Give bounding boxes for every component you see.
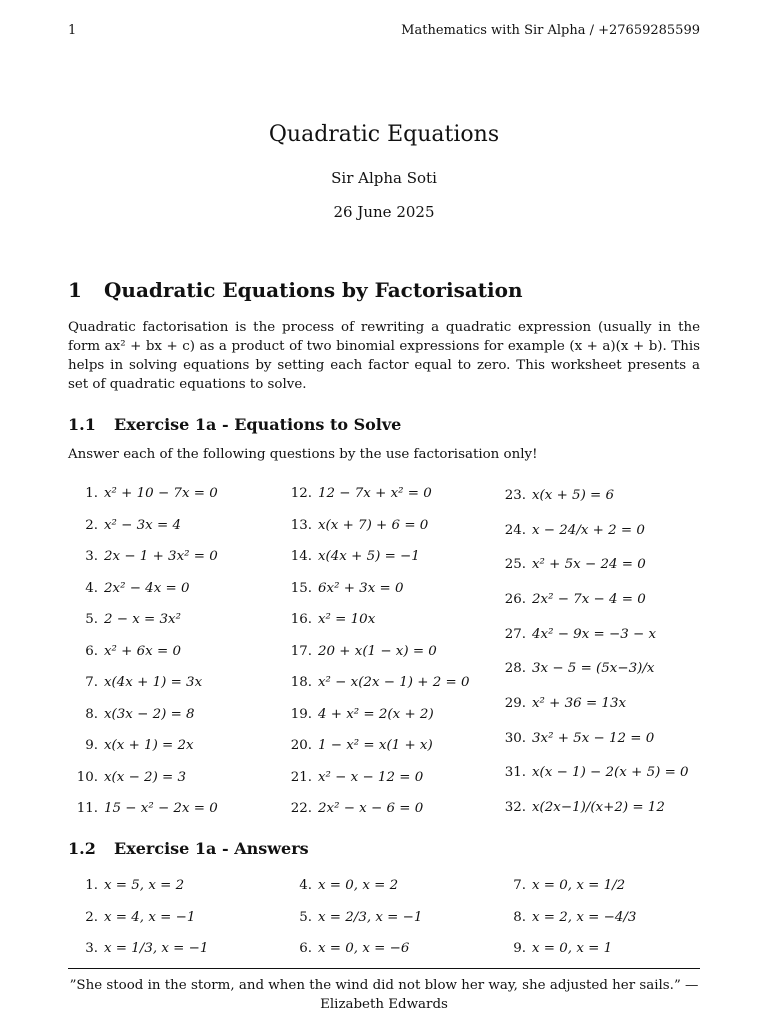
answer-column-1	[68, 870, 283, 965]
equation-text: 2 − x = 3x²	[104, 612, 181, 628]
equation-item	[68, 730, 283, 762]
answer-item	[282, 870, 497, 902]
equation-item	[68, 478, 283, 510]
item-number: 3.	[85, 549, 98, 565]
answer-text: x = 4, x = −1	[104, 909, 196, 925]
equation-item	[68, 604, 283, 636]
equation-column-3	[496, 478, 711, 825]
item-number: 26.	[504, 591, 526, 607]
equation-text: 2x − 1 + 3x² = 0	[104, 549, 218, 565]
item-number: 8.	[513, 909, 526, 925]
item-number: 21.	[290, 769, 312, 785]
equation-item	[68, 667, 283, 699]
answer-text: x = 0, x = 1	[532, 941, 613, 957]
item-number: 10.	[76, 769, 98, 785]
equation-item	[496, 617, 711, 652]
equation-item	[496, 513, 711, 548]
item-number: 15.	[290, 580, 312, 596]
equation-item	[68, 793, 283, 825]
equation-text: x − 24/x + 2 = 0	[532, 522, 645, 538]
equation-text: x(3x − 2) = 8	[104, 706, 195, 722]
footer-quote: ”She stood in the storm, and when the wind did not blow her way, she adjusted her sails.” — Elizabeth Edwards	[69, 978, 699, 1012]
item-number: 17.	[290, 643, 312, 659]
equation-text: x² + 36 = 13x	[532, 695, 627, 711]
equation-text: x² + 10 − 7x = 0	[104, 486, 218, 502]
equation-text: x² − 3x = 4	[104, 517, 181, 533]
title-block	[0, 122, 768, 221]
item-number: 1.	[85, 486, 98, 502]
equation-text: 2x² − 7x − 4 = 0	[532, 591, 646, 607]
equation-text: 6x² + 3x = 0	[318, 580, 404, 596]
equation-text: 1 − x² = x(1 + x)	[318, 738, 433, 754]
exercise-heading	[68, 415, 401, 434]
equation-text: x(4x + 5) = −1	[318, 549, 420, 565]
item-number: 31.	[504, 765, 526, 781]
answers-title: Exercise 1a - Answers	[114, 839, 309, 858]
item-number: 2.	[85, 909, 98, 925]
equation-item	[496, 790, 711, 825]
item-number: 9.	[85, 738, 98, 754]
equation-text: x(x + 5) = 6	[532, 487, 615, 503]
item-number: 3.	[85, 941, 98, 957]
document-author: Sir Alpha Soti	[331, 169, 437, 187]
item-number: 20.	[290, 738, 312, 754]
equation-item	[496, 582, 711, 617]
equation-text: 2x² − 4x = 0	[104, 580, 190, 596]
equation-item	[282, 636, 497, 668]
equation-text: 20 + x(1 − x) = 0	[318, 643, 437, 659]
equation-text: x² = 10x	[318, 612, 376, 628]
item-number: 4.	[85, 580, 98, 596]
equation-column-2	[282, 478, 497, 825]
item-number: 6.	[85, 643, 98, 659]
item-number: 27.	[504, 626, 526, 642]
item-number: 29.	[504, 695, 526, 711]
item-number: 13.	[290, 517, 312, 533]
item-number: 23.	[504, 487, 526, 503]
item-number: 7.	[85, 675, 98, 691]
equation-text: x(x + 7) + 6 = 0	[318, 517, 429, 533]
equation-item	[68, 510, 283, 542]
section-heading	[68, 278, 523, 302]
answers-heading	[68, 839, 309, 858]
equation-text: x(2x−1)/(x+2) = 12	[532, 800, 665, 816]
item-number: 4.	[299, 878, 312, 894]
answers-number: 1.2	[68, 839, 96, 858]
item-number: 12.	[290, 486, 312, 502]
document-title: Quadratic Equations	[268, 122, 500, 147]
footer-rule	[68, 968, 700, 969]
equation-text: 3x² + 5x − 12 = 0	[532, 730, 655, 746]
item-number: 5.	[85, 612, 98, 628]
answer-text: x = 5, x = 2	[104, 878, 185, 894]
equation-text: x² − x(2x − 1) + 2 = 0	[318, 675, 470, 691]
equation-text: 4x² − 9x = −3 − x	[532, 626, 657, 642]
answer-item	[68, 902, 283, 934]
page-number: 1	[68, 22, 77, 38]
answer-item	[68, 933, 283, 965]
answer-item	[282, 933, 497, 965]
equation-text: x(4x + 1) = 3x	[104, 675, 203, 691]
item-number: 24.	[504, 522, 526, 538]
exercise-title: Exercise 1a - Equations to Solve	[114, 415, 402, 434]
item-number: 32.	[504, 800, 526, 816]
item-number: 19.	[290, 706, 312, 722]
answer-item	[282, 902, 497, 934]
equation-text: x(x + 1) = 2x	[104, 738, 194, 754]
equation-item	[496, 756, 711, 791]
equation-item	[496, 478, 711, 513]
equation-text: 12 − 7x + x² = 0	[318, 486, 432, 502]
section-title: Quadratic Equations by Factorisation	[104, 278, 523, 302]
item-number: 11.	[76, 801, 98, 817]
item-number: 7.	[513, 878, 526, 894]
equation-item	[496, 721, 711, 756]
answer-text: x = 1/3, x = −1	[104, 941, 209, 957]
document-date: 26 June 2025	[333, 203, 435, 221]
item-number: 5.	[299, 909, 312, 925]
equation-item	[282, 573, 497, 605]
equation-item	[282, 667, 497, 699]
equation-text: 15 − x² − 2x = 0	[104, 801, 218, 817]
equation-text: x² + 6x = 0	[104, 643, 181, 659]
equation-item	[68, 762, 283, 794]
equation-item	[282, 699, 497, 731]
equation-column-1	[68, 478, 283, 825]
answer-text: x = 2/3, x = −1	[318, 909, 423, 925]
equation-text: 2x² − x − 6 = 0	[318, 801, 424, 817]
answer-text: x = 2, x = −4/3	[532, 909, 637, 925]
section-intro: Quadratic factorisation is the process of rewriting a quadratic expression (usually in the form ax² + bx + c) as a product of two binomial expressions for example (x + a)(x + b). This helps in solving equations by setting each factor equal to zero. This worksheet presents a set of quadratic equations to solve.	[68, 320, 700, 392]
exercise-instruction: Answer each of the following questions by the use factorisation only!	[68, 447, 538, 462]
item-number: 16.	[290, 612, 312, 628]
equation-item	[496, 547, 711, 582]
equation-item	[68, 541, 283, 573]
equation-text: x² − x − 12 = 0	[318, 769, 424, 785]
answer-text: x = 0, x = −6	[318, 941, 410, 957]
answer-text: x = 0, x = 1/2	[532, 878, 626, 894]
item-number: 30.	[504, 730, 526, 746]
answer-column-3	[496, 870, 711, 965]
equation-item	[282, 793, 497, 825]
section-number: 1	[68, 278, 82, 302]
equation-text: 3x − 5 = (5x−3)/x	[532, 661, 655, 677]
item-number: 22.	[290, 801, 312, 817]
item-number: 18.	[290, 675, 312, 691]
equation-text: x² + 5x − 24 = 0	[532, 557, 646, 573]
running-title: Mathematics with Sir Alpha / +27659285599	[401, 22, 700, 38]
equation-item	[282, 541, 497, 573]
equation-item	[282, 478, 497, 510]
item-number: 9.	[513, 941, 526, 957]
equation-text: 4 + x² = 2(x + 2)	[318, 706, 434, 722]
item-number: 8.	[85, 706, 98, 722]
item-number: 1.	[85, 878, 98, 894]
equation-text: x(x − 2) = 3	[104, 769, 187, 785]
equation-item	[68, 573, 283, 605]
item-number: 2.	[85, 517, 98, 533]
equation-item	[496, 686, 711, 721]
item-number: 14.	[290, 549, 312, 565]
answer-text: x = 0, x = 2	[318, 878, 399, 894]
answer-item	[496, 933, 711, 965]
answer-item	[68, 870, 283, 902]
exercise-number: 1.1	[68, 415, 96, 434]
equation-item	[68, 699, 283, 731]
equation-item	[282, 510, 497, 542]
answer-column-2	[282, 870, 497, 965]
equation-item	[282, 604, 497, 636]
equation-item	[68, 636, 283, 668]
page-header	[68, 20, 700, 40]
answer-item	[496, 902, 711, 934]
item-number: 28.	[504, 661, 526, 677]
item-number: 25.	[504, 557, 526, 573]
equation-item	[496, 651, 711, 686]
answer-item	[496, 870, 711, 902]
equation-item	[282, 762, 497, 794]
equation-text: x(x − 1) − 2(x + 5) = 0	[532, 765, 689, 781]
item-number: 6.	[299, 941, 312, 957]
equation-item	[282, 730, 497, 762]
